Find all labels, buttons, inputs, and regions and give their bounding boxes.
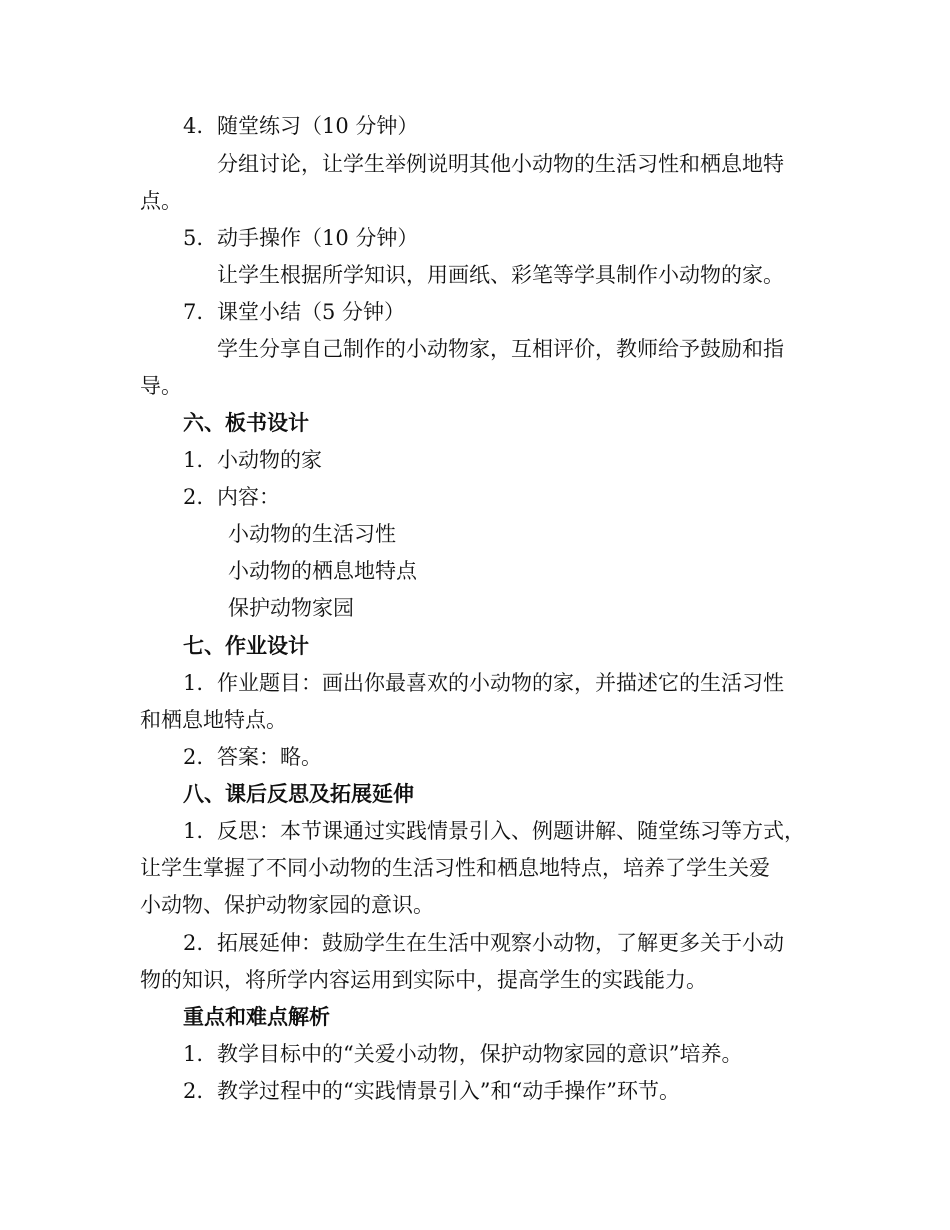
section-7-body-line1: 学生分享自己制作的小动物家，互相评价，教师给予鼓励和指 [217,337,784,361]
board-subitem: 小动物的生活习性 [228,522,396,546]
section-7-title: 7. 课堂小结（5 分钟） [183,300,406,324]
keypoints-item-1: 1. 教学目标中的“关爱小动物，保护动物家园的意识”培养。 [183,1042,743,1066]
homework-item-2: 2. 答案：略。 [183,745,322,769]
section-4-title: 4. 随堂练习（10 分钟） [183,114,419,138]
reflection-item-1-line3: 小动物、保护动物家园的意识。 [140,893,434,917]
board-subitem: 小动物的栖息地特点 [228,559,417,583]
section-4-body-line2: 点。 [140,189,182,213]
reflection-item-1-line2: 让学生掌握了不同小动物的生活习性和栖息地特点，培养了学生关爱 [140,856,770,880]
section-7-body-line2: 导。 [140,374,182,398]
section-4-body-line1: 分组讨论，让学生举例说明其他小动物的生活习性和栖息地特 [217,152,784,176]
homework-item-1-line2: 和栖息地特点。 [140,708,287,732]
homework-item-1-line1: 1. 作业题目：画出你最喜欢的小动物的家，并描述它的生活习性 [183,671,784,695]
reflection-item-2-line1: 2. 拓展延伸：鼓励学生在生活中观察小动物，了解更多关于小动 [183,931,784,955]
board-design-heading: 六、板书设计 [183,411,309,435]
keypoints-heading: 重点和难点解析 [183,1005,330,1029]
section-5-body-line1: 让学生根据所学知识，用画纸、彩笔等学具制作小动物的家。 [217,263,784,287]
section-5-title: 5. 动手操作（10 分钟） [183,226,419,250]
keypoints-item-2: 2. 教学过程中的“实践情景引入”和“动手操作”环节。 [183,1079,680,1103]
reflection-item-2-line2: 物的知识，将所学内容运用到实际中，提高学生的实践能力。 [140,968,707,992]
board-item-2: 2. 内容： [183,485,280,509]
board-subitem: 保护动物家园 [228,596,354,620]
board-item-1: 1. 小动物的家 [183,448,322,472]
homework-heading: 七、作业设计 [183,634,309,658]
reflection-heading: 八、课后反思及拓展延伸 [183,782,414,806]
reflection-item-1-line1: 1. 反思：本节课通过实践情景引入、例题讲解、随堂练习等方式， [183,819,805,843]
